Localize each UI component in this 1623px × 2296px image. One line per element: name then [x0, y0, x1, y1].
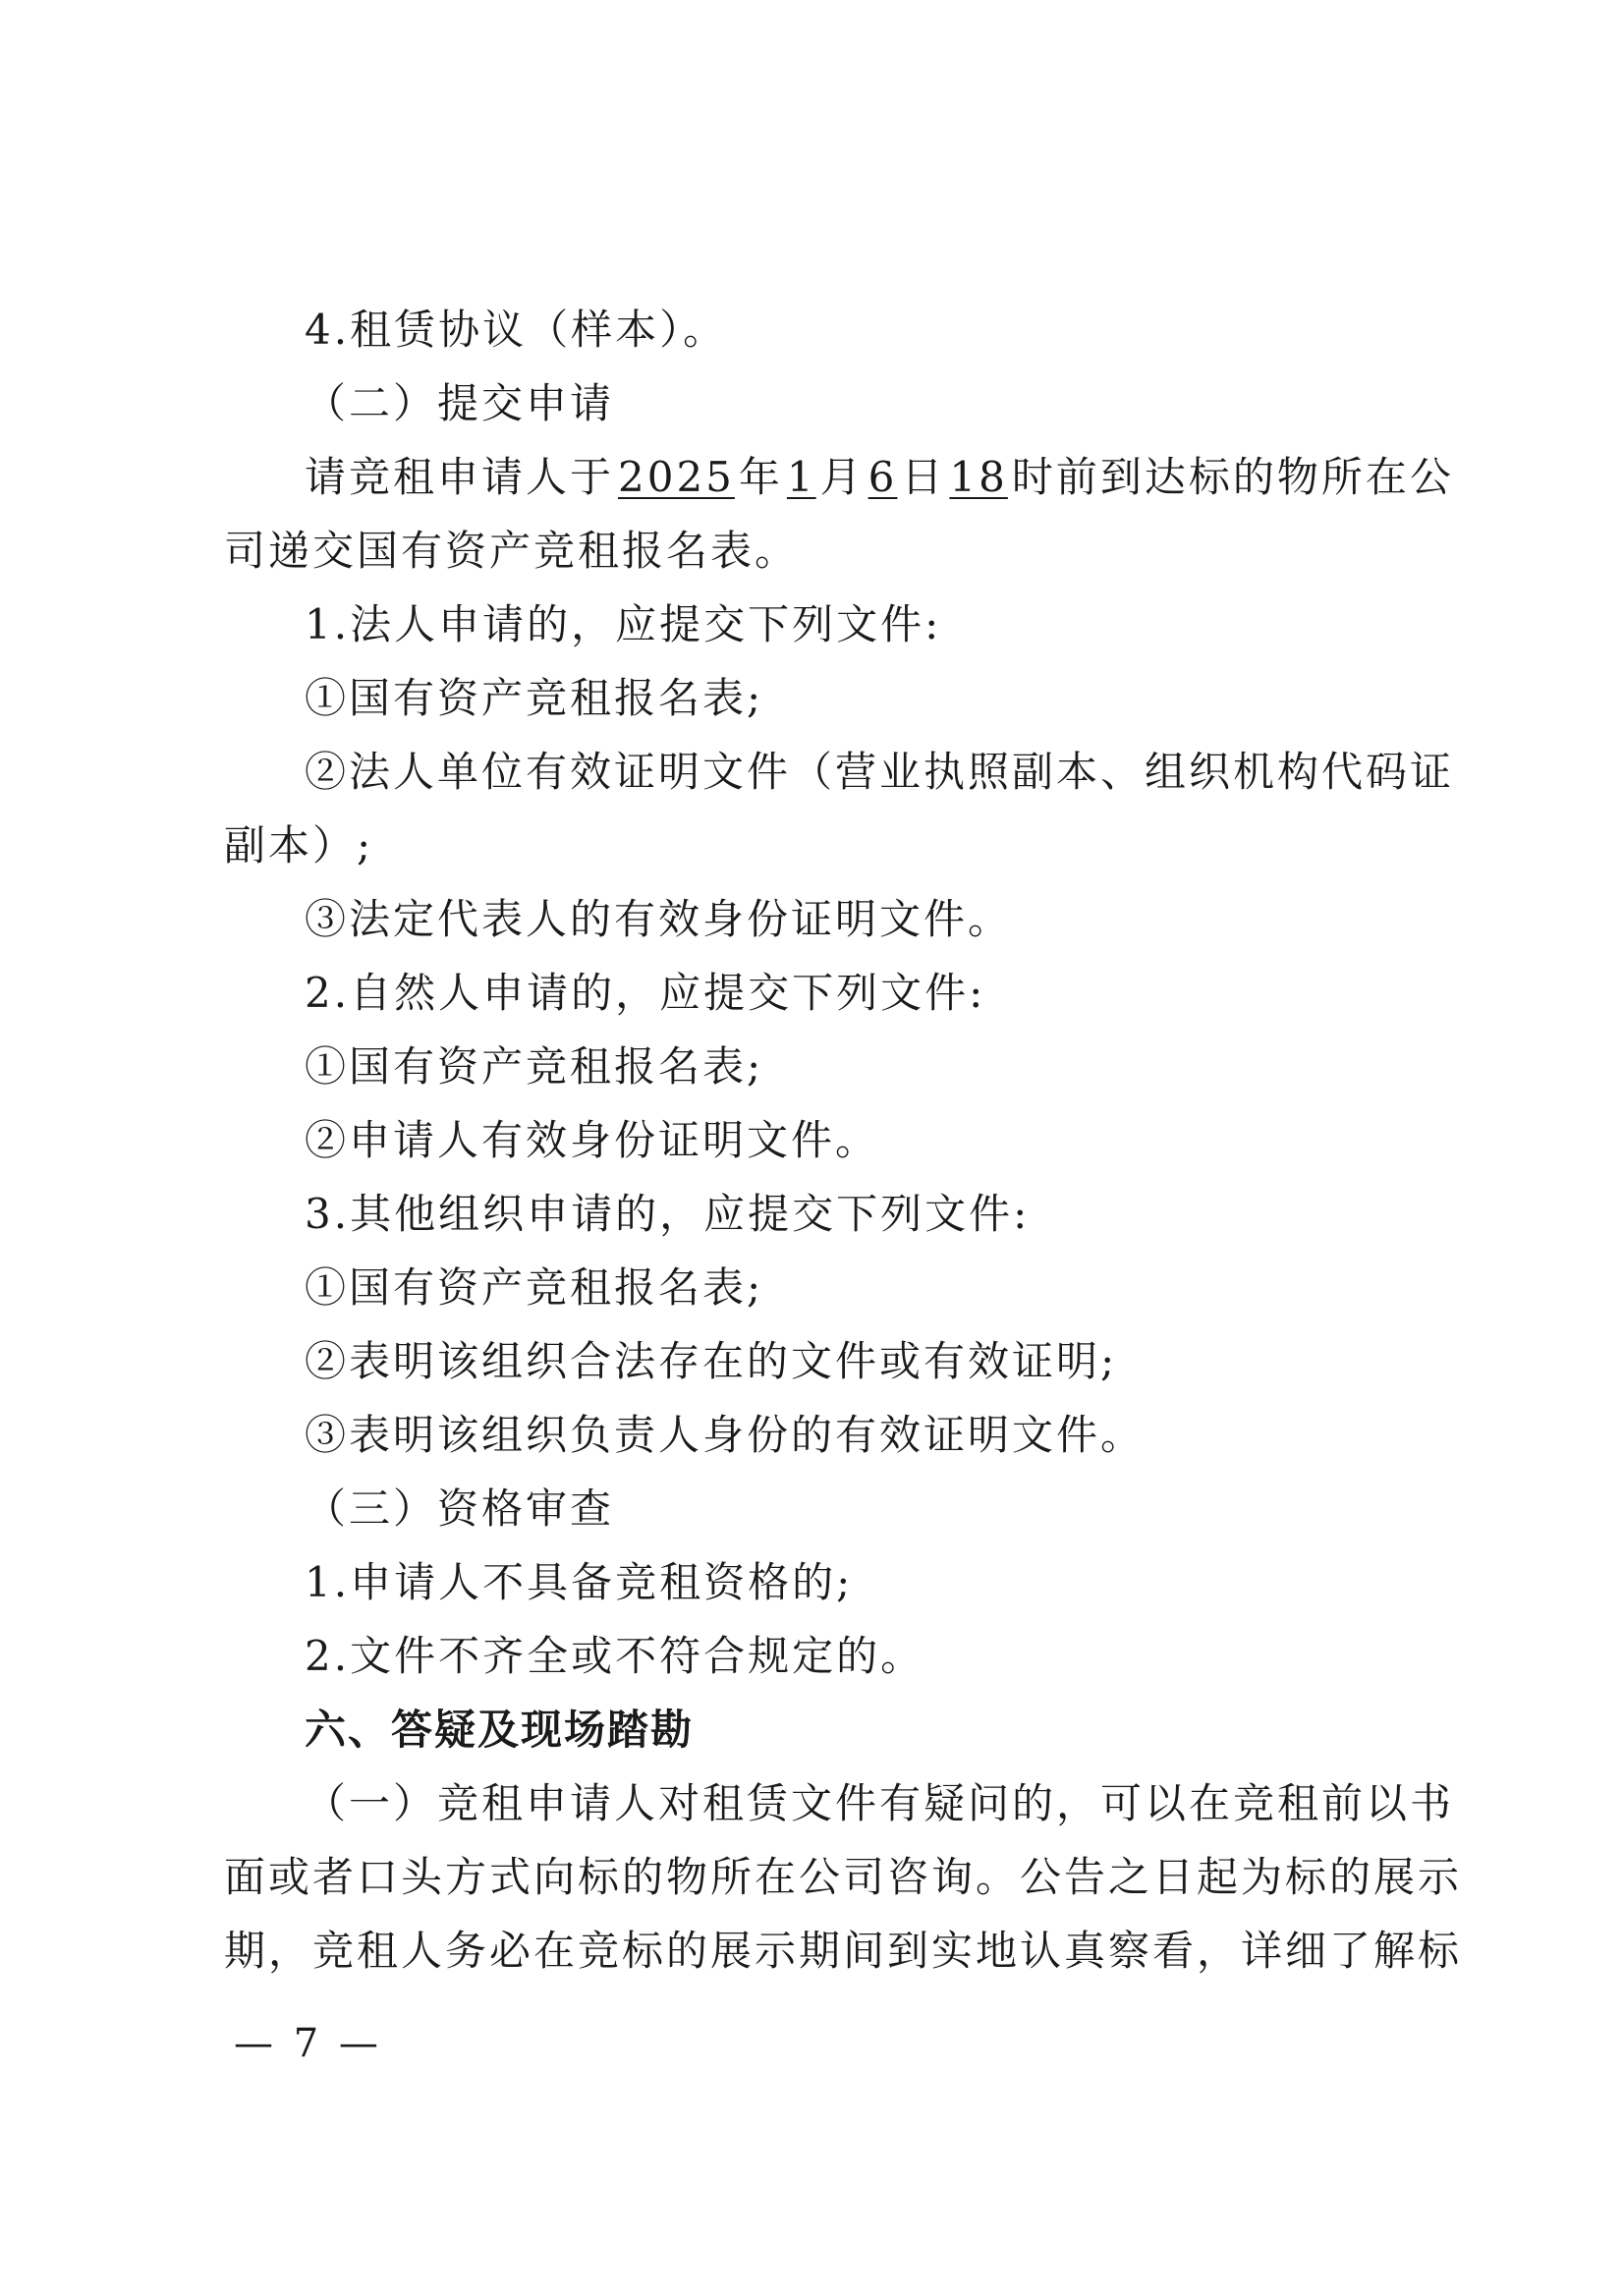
- apply-day-suffix: 日: [901, 453, 946, 501]
- apply-intro-line: [305, 448, 1513, 507]
- legal-person-item-2-continuation: 副本）;: [224, 821, 374, 869]
- apply-day: 6: [867, 453, 898, 501]
- apply-month-suffix: 月: [819, 453, 865, 501]
- qa-paragraph-line-2: 面或者口头方式向标的物所在公司咨询。公告之日起为标的展示: [224, 1853, 1463, 1901]
- other-org-item-1: ①国有资产竞租报名表;: [305, 1263, 764, 1312]
- legal-person-item-2: ②法人单位有效证明文件（营业执照副本、组织机构代码证: [305, 748, 1455, 796]
- apply-intro-continuation: 司递交国有资产竞租报名表。: [224, 527, 800, 575]
- legal-person-item-3: ③法定代表人的有效身份证明文件。: [305, 895, 1013, 943]
- other-org-item-2: ②表明该组织合法存在的文件或有效证明;: [305, 1337, 1118, 1385]
- natural-person-title: 2.自然人申请的，应提交下列文件:: [305, 969, 986, 1017]
- natural-person-item-2: ②申请人有效身份证明文件。: [305, 1116, 880, 1164]
- natural-person-item-1: ①国有资产竞租报名表;: [305, 1042, 764, 1091]
- page-number: — 7 —: [234, 2021, 382, 2066]
- legal-person-title: 1.法人申请的，应提交下列文件:: [305, 600, 942, 648]
- apply-year-suffix: 年: [738, 453, 783, 501]
- section-two-title: （二）提交申请: [305, 379, 615, 427]
- legal-person-item-1: ①国有资产竞租报名表;: [305, 674, 764, 722]
- section-three-title: （三）资格审查: [305, 1484, 615, 1533]
- chapter-six-title: 六、答疑及现场踏勘: [305, 1706, 695, 1754]
- review-item-2: 2.文件不齐全或不符合规定的。: [305, 1632, 925, 1680]
- other-org-title: 3.其他组织申请的，应提交下列文件:: [305, 1190, 1031, 1238]
- other-org-item-3: ③表明该组织负责人身份的有效证明文件。: [305, 1411, 1146, 1459]
- qa-paragraph-line-1: （一）竞租申请人对租赁文件有疑问的，可以在竞租前以书: [305, 1779, 1455, 1827]
- apply-month: 1: [786, 453, 816, 501]
- apply-intro-prefix: 请竞租申请人于: [305, 453, 615, 501]
- review-item-1: 1.申请人不具备竞租资格的;: [305, 1558, 854, 1606]
- lease-agreement-item: 4.租赁协议（样本）。: [305, 306, 728, 354]
- apply-hour: 18: [949, 453, 1008, 501]
- qa-paragraph-line-3: 期，竞租人务必在竞标的展示期间到实地认真察看，详细了解标: [224, 1927, 1463, 1975]
- apply-year: 2025: [618, 453, 735, 501]
- apply-intro-suffix: 时前到达标的物所在公: [1011, 453, 1454, 501]
